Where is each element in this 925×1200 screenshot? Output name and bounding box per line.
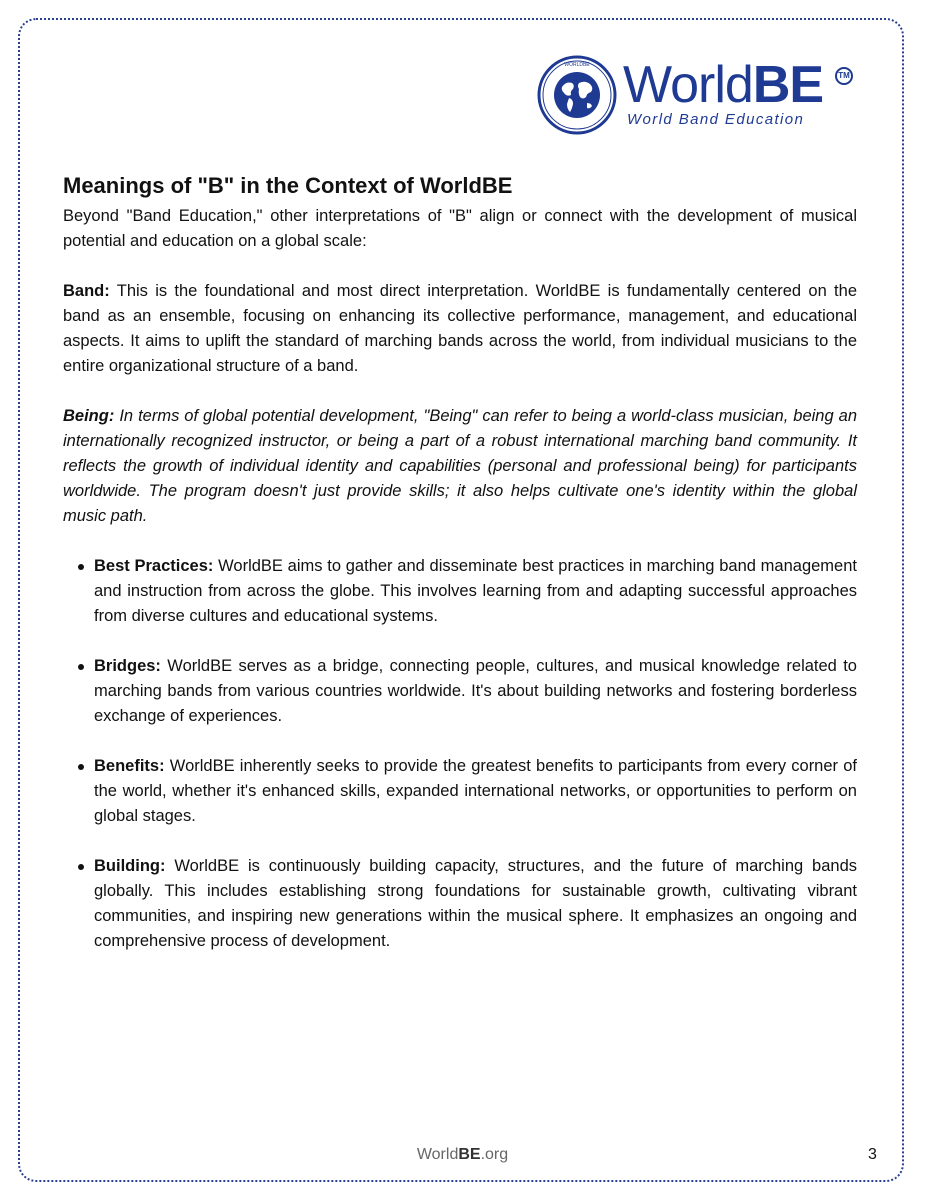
brand-light: World bbox=[623, 56, 753, 114]
being-text: In terms of global potential development, "Being" can refer to being a world-class musician, being an internationally recognized instructor, or being a part of a robust international marching band community. It reflects the growth of individual identity and capabilities (personal and professional being) for participants worldwide. The program doesn't just provide skills; it also helps cultivate one's identity within the global music path. bbox=[63, 407, 857, 525]
list-item-term: Bridges: bbox=[94, 657, 161, 675]
intro-paragraph: Beyond "Band Education," other interpretations of "B" align or connect with the development of musical potential and education on a global scale: bbox=[63, 207, 857, 250]
page-title: Meanings of "B" in the Context of WorldBE bbox=[63, 173, 513, 198]
list-item-term: Building: bbox=[94, 857, 166, 875]
list-item-building bbox=[94, 854, 857, 954]
seal-text: WORLDBE bbox=[564, 62, 590, 68]
list-item-bridges bbox=[94, 654, 857, 729]
footer-site-pre: World bbox=[416, 1146, 459, 1163]
footer-site-post: .org bbox=[480, 1146, 509, 1163]
list-item-text: WorldBE serves as a bridge, connecting people, cultures, and musical knowledge related to marching bands from various countries worldwide. It's about building networks and fostering borderless exchange of experiences. bbox=[94, 657, 857, 725]
globe-seal-icon bbox=[537, 55, 617, 135]
worldbe-logo bbox=[537, 55, 867, 135]
list-item-text: WorldBE is continuously building capacity, structures, and the future of marching bands globally. This includes establishing strong foundations for sustainable growth, cultivating vibrant communities, and inspiring new generations within the musical sphere. It emphasizes an ongoing and comprehensive process of development. bbox=[94, 857, 857, 950]
band-term: Band: bbox=[63, 282, 110, 300]
footer-site bbox=[0, 1146, 925, 1164]
list-item-term: Best Practices: bbox=[94, 557, 214, 575]
band-paragraph bbox=[63, 279, 857, 379]
list-item-best-practices bbox=[94, 554, 857, 629]
page-content bbox=[63, 170, 857, 979]
trademark-icon: TM bbox=[835, 67, 853, 85]
being-term: Being: bbox=[63, 407, 115, 425]
list-item-term: Benefits: bbox=[94, 757, 165, 775]
page-number: 3 bbox=[868, 1146, 877, 1163]
list-item-text: WorldBE aims to gather and disseminate best practices in marching band management and instruction from across the globe. This involves learning from and adapting successful approaches from diverse cultures and educational systems. bbox=[94, 557, 857, 625]
band-text: This is the foundational and most direct interpretation. WorldBE is fundamentally centered on the band as an ensemble, focusing on enhancing its collective performance, management, and educational aspects. It aims to uplift the standard of marching bands across the world, from individual musicians to the entire organizational structure of a band. bbox=[63, 282, 857, 375]
brand-name bbox=[623, 57, 823, 113]
footer-site-bold: BE bbox=[458, 1146, 481, 1163]
being-paragraph bbox=[63, 404, 857, 529]
brand-tagline: World Band Education bbox=[627, 111, 805, 128]
list-item-benefits bbox=[94, 754, 857, 829]
b-meanings-list bbox=[63, 554, 857, 954]
list-item-text: WorldBE inherently seeks to provide the greatest benefits to participants from every corner of the world, whether it's enhanced skills, expanded international networks, or opportunities to perform on global stages. bbox=[94, 757, 857, 825]
brand-bold: BE bbox=[752, 56, 824, 114]
